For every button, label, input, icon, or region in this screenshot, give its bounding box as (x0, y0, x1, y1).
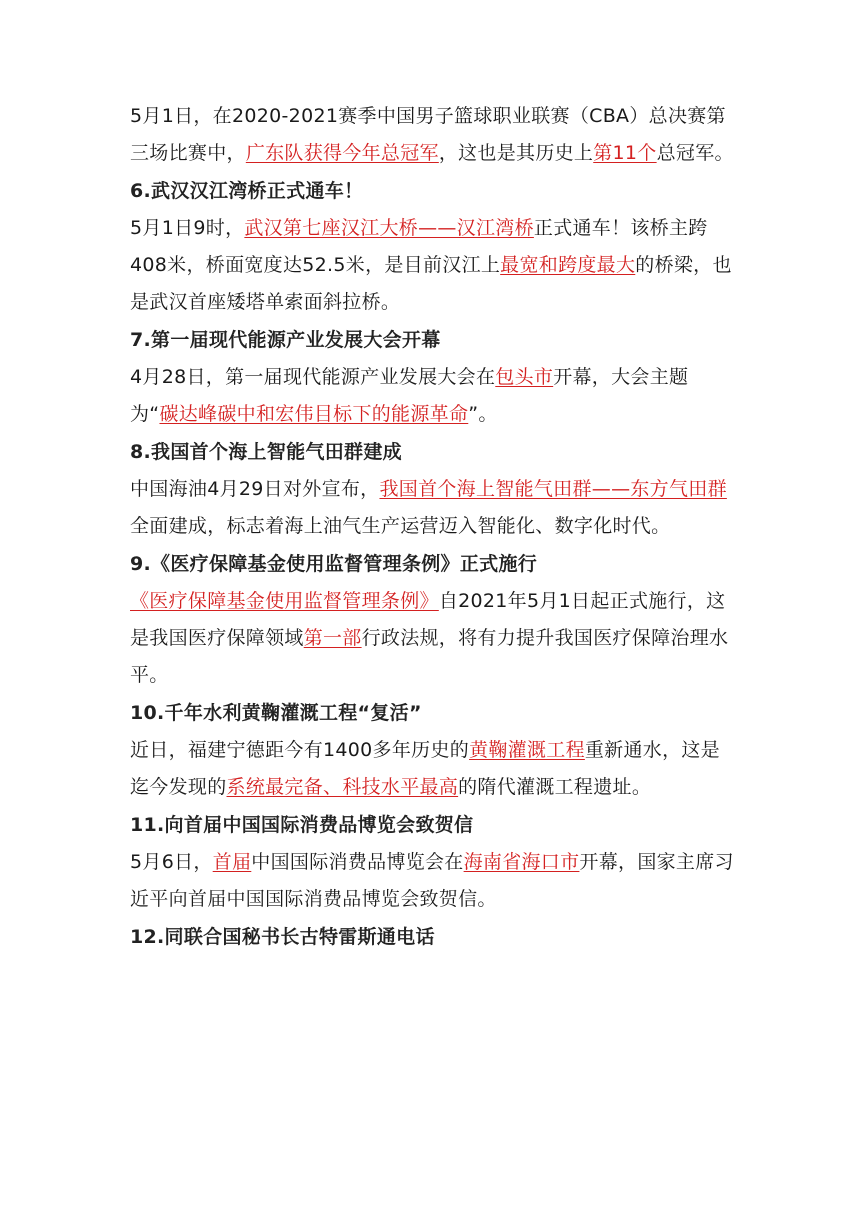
body-paragraph (130, 583, 736, 694)
highlighted-text: 广东队获得今年总冠军 (245, 142, 439, 164)
paragraph-text: 行政法规，将有力提升我国医疗保障治理水平。 (130, 627, 729, 686)
paragraph-text: 开幕，大会主题为“ (130, 366, 689, 425)
paragraph-text: 近日，福建宁德距今有1400多年历史的 (130, 739, 470, 761)
highlighted-text: 第11个 (593, 142, 657, 164)
paragraph-text: 全面建成，标志着海上油气生产运营迈入智能化、数字化时代。 (130, 515, 671, 537)
section-heading: 6.武汉汉江湾桥正式通车！ (130, 180, 364, 202)
paragraph-text: 5月1日9时， (130, 217, 245, 239)
section-heading: 7.第一届现代能源产业发展大会开幕 (130, 329, 441, 351)
paragraph-text: 正式通车！该桥主跨408米，桥面宽度达52.5米，是目前汉江上 (130, 217, 708, 276)
highlighted-text: 系统最完备、科技水平最高 (226, 776, 459, 798)
paragraph-text: 5月6日， (130, 851, 213, 873)
paragraph-text: 重新通水，这是迄今发现的 (130, 739, 720, 798)
paragraph-text: 的隋代灌溉工程遗址。 (458, 776, 652, 798)
highlighted-text: 我国首个海上智能气田群——东方气田群 (379, 478, 727, 500)
paragraph-text: 总冠军。 (656, 142, 734, 164)
body-paragraph (130, 471, 736, 545)
highlighted-text: 包头市 (495, 366, 554, 388)
paragraph-text: 中国海油4月29日对外宣布， (130, 478, 380, 500)
paragraph-text: 自2021年5月1日起正式施行，这是我国医疗保障领域 (130, 590, 726, 649)
paragraph-text: 开幕，国家主席习近平向首届中国国际消费品博览会致贺信。 (130, 851, 734, 910)
highlighted-text: 海南省海口市 (463, 851, 580, 873)
paragraph-text: 中国国际消费品博览会在 (251, 851, 464, 873)
section-heading: 8.我国首个海上智能气田群建成 (130, 441, 402, 463)
section-heading: 12.同联合国秘书长古特雷斯通电话 (130, 926, 435, 948)
section-heading: 9.《医疗保障基金使用监督管理条例》正式施行 (130, 553, 538, 575)
body-paragraph (130, 98, 736, 172)
section-heading: 11.向首届中国国际消费品博览会致贺信 (130, 814, 474, 836)
highlighted-text: 第一部 (303, 627, 362, 649)
document-page (130, 98, 736, 956)
body-paragraph (130, 844, 736, 918)
body-paragraph (130, 732, 736, 806)
highlighted-text: 《医疗保障基金使用监督管理条例》 (130, 590, 439, 612)
paragraph-text: 5月1日，在2020-2021赛季中国男子篮球职业联赛（CBA）总决赛第三场比赛中， (130, 105, 726, 164)
highlighted-text: 首届 (212, 851, 252, 873)
paragraph-text: 4月28日，第一届现代能源产业发展大会在 (130, 366, 496, 388)
paragraph-text: ”。 (468, 403, 498, 425)
body-paragraph (130, 210, 736, 321)
section-heading: 10.千年水利黄鞠灌溉工程“复活” (130, 702, 422, 724)
highlighted-text: 最宽和跨度最大 (500, 254, 636, 276)
highlighted-text: 碳达峰碳中和宏伟目标下的能源革命 (159, 403, 469, 425)
highlighted-text: 黄鞠灌溉工程 (469, 739, 585, 761)
paragraph-text: ，这也是其历史上 (438, 142, 594, 164)
paragraph-text: 的桥梁，也是武汉首座矮塔单索面斜拉桥。 (130, 254, 732, 313)
highlighted-text: 武汉第七座汉江大桥——汉江湾桥 (244, 217, 534, 239)
body-paragraph (130, 359, 736, 433)
